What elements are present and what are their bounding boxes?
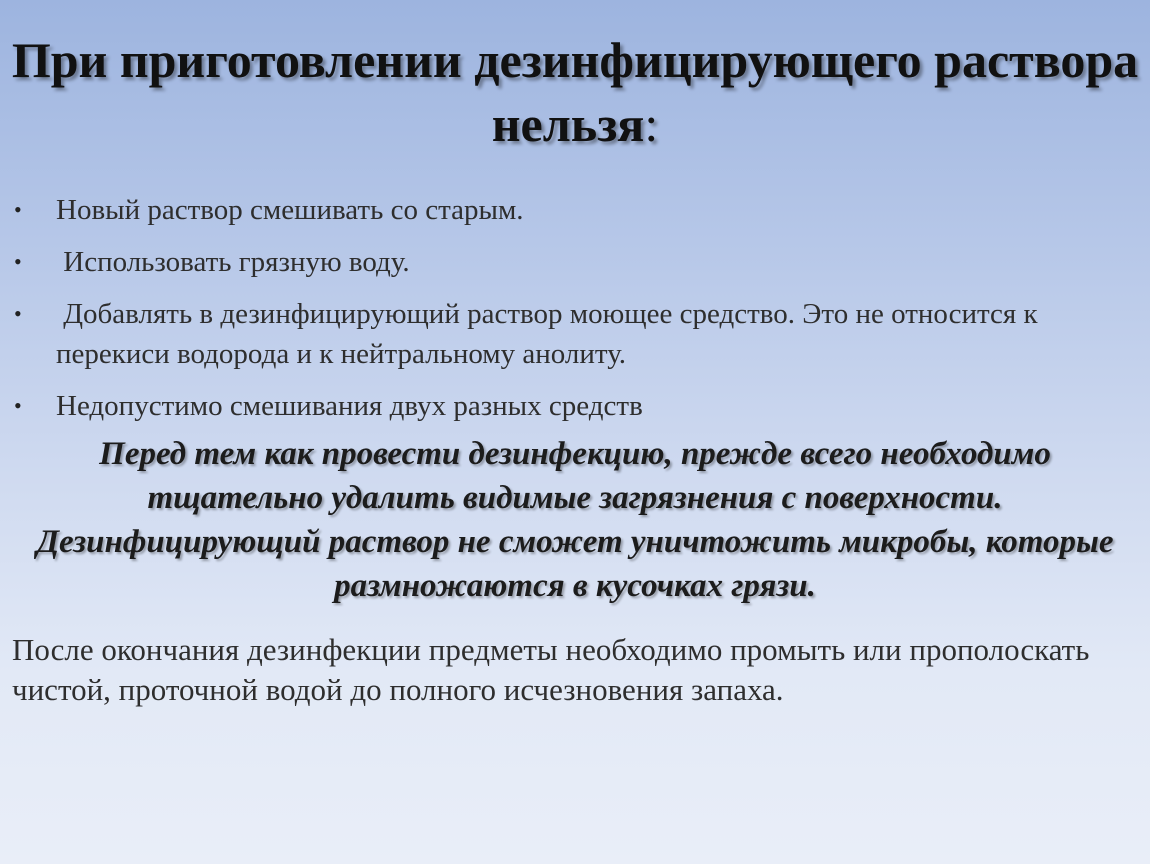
emphasis-paragraph: Перед тем как провести дезинфекцию, прежде всего необходимо тщательно удалить видимые загрязнения с поверхности. Дезинфицирующий раствор не сможет уничтожить микробы, которые размножаются в кусочках грязи.	[36, 436, 1114, 604]
bullet-item	[14, 190, 1134, 230]
bullet-dot-icon: •	[14, 249, 22, 274]
slide-title	[0, 28, 1150, 156]
slide-title-text: При приготовлении дезинфицирующего раствора нельзя	[11, 32, 1139, 152]
bullet-text: Новый раствор смешивать со старым.	[56, 194, 524, 226]
bullet-dot-icon: •	[14, 301, 22, 326]
bullet-dot-icon: •	[14, 197, 22, 222]
bullet-dot-icon: •	[14, 393, 22, 418]
slide-title-colon: :	[644, 96, 659, 152]
bullet-item	[14, 386, 1134, 426]
bullet-text: Использовать грязную воду.	[56, 246, 410, 278]
bullet-item	[14, 242, 1134, 282]
bullet-text: Добавлять в дезинфицирующий раствор моющее средство. Это не относится к перекиси водорода и к нейтральному анолиту.	[56, 298, 1045, 370]
bullet-text: Недопустимо смешивания двух разных средств	[56, 390, 643, 422]
bullet-item	[14, 294, 1134, 374]
bullet-list	[14, 190, 1134, 426]
closing-paragraph: После окончания дезинфекции предметы необходимо промыть или прополоскать чистой, проточной водой до полного исчезновения запаха.	[12, 632, 1090, 707]
